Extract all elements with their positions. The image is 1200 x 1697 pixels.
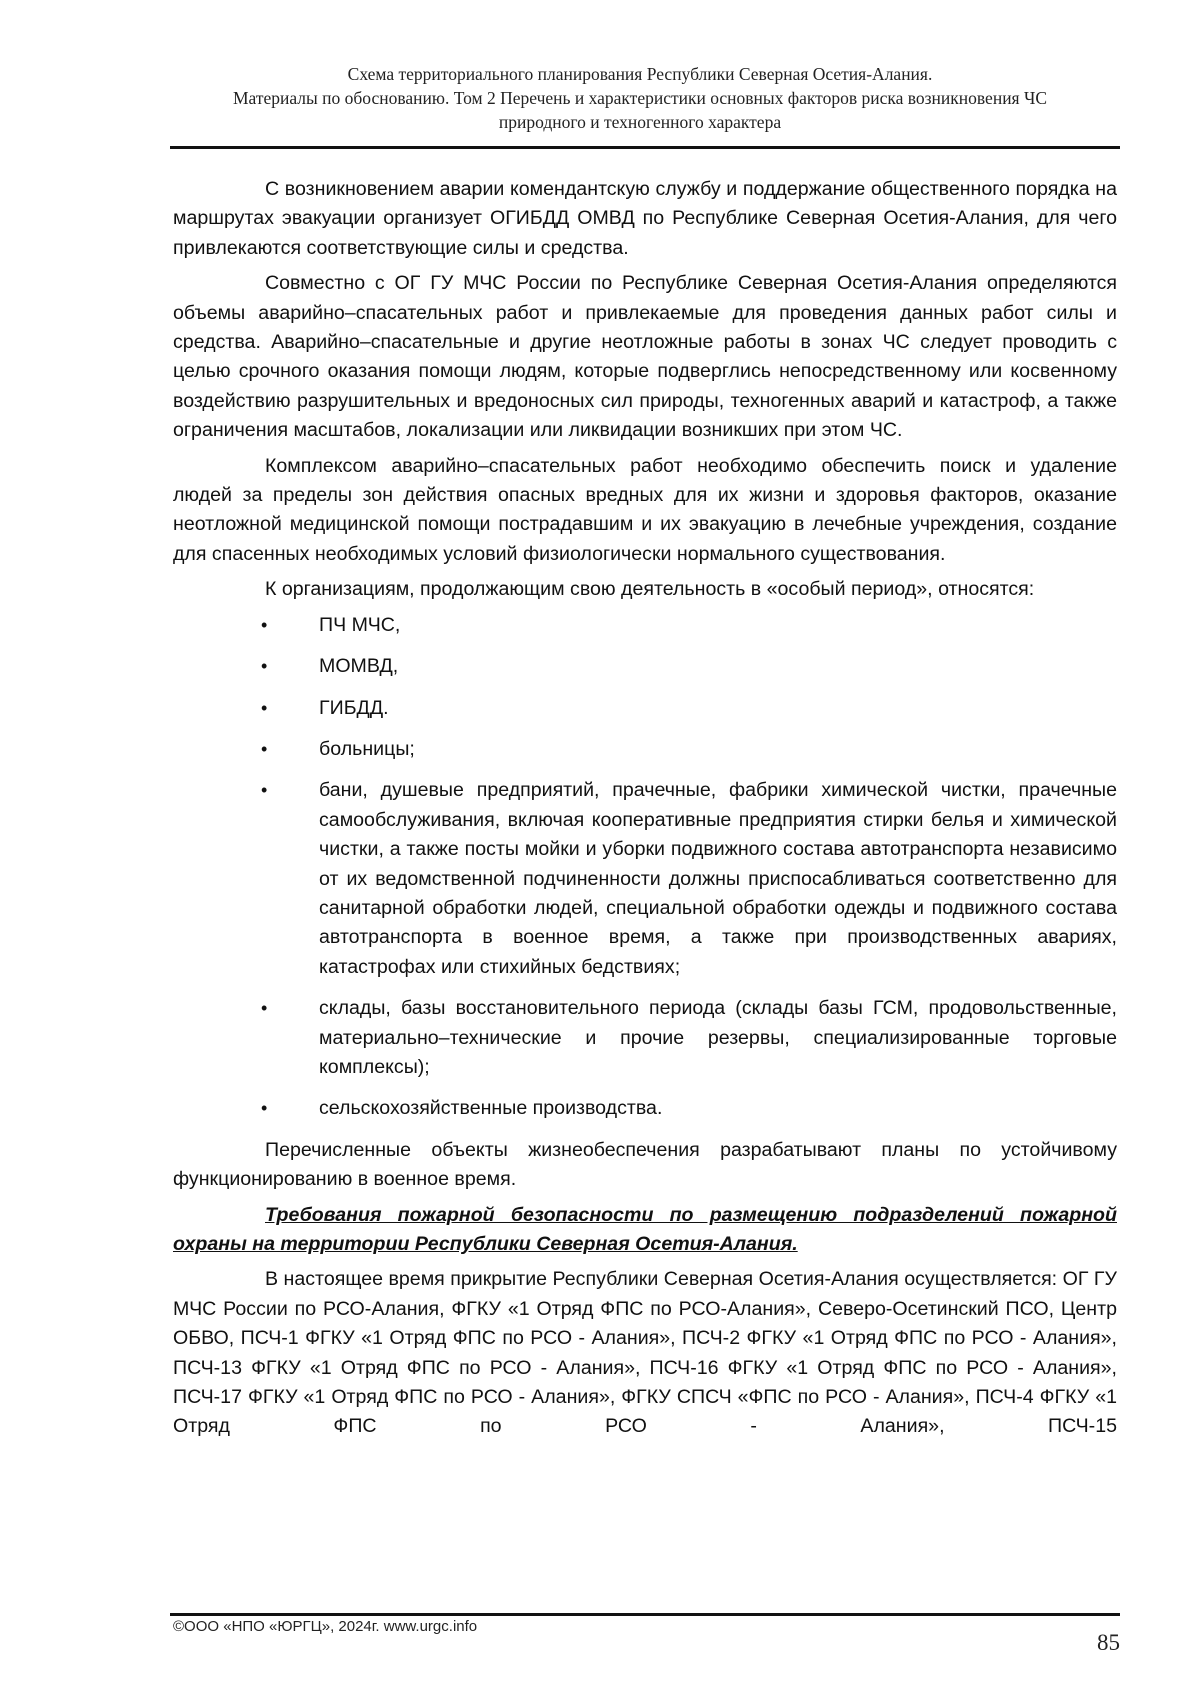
document-body (173, 175, 1117, 1448)
list-item-text: ПЧ МЧС, (319, 613, 401, 636)
list-item (173, 694, 1117, 723)
page-number: 85 (1097, 1630, 1120, 1655)
bullet-icon: • (261, 998, 268, 1019)
paragraph-3: Комплексом аварийно–спасательных работ необходимо обеспечить поиск и удаление людей за пределы зон действия опасных вредных для их жизни и здоровья факторов, оказание неотложной медицинской помощи пострадавшим и их эвакуацию в лечебные учреждения, создание для спасенных необходимых условий физиологически нормального существования. (173, 454, 1117, 565)
bullet-icon: • (261, 697, 268, 718)
paragraph-4: К организациям, продолжающим свою деятельность в «особый период», относятся: (265, 578, 1035, 601)
list-item-text: склады, базы восстановительного периода (склады базы ГСМ, продовольственные, материально–технические и прочие резервы, специализированные торговые комплексы); (319, 997, 1117, 1078)
paragraph-6: В настоящее время прикрытие Республики Северная Осетия-Алания осуществляется: ОГ ГУ МЧС России по РСО-Алания, ФГКУ «1 Отряд ФПС по РСО-Алания», Северо-Осетинский ПСО, Центр ОБВО, ПСЧ-1 ФГКУ «1 Отряд ФПС по РСО - Алания», ПСЧ-2 ФГКУ «1 Отряд ФПС по РСО - Алания», ПСЧ-13 ФГКУ «1 Отряд ФПС по РСО - Алания», ПСЧ-16 ФГКУ «1 Отряд ФПС по РСО - Алания», ПСЧ-17 ФГКУ «1 Отряд ФПС по РСО - Алания», ФГКУ СПСЧ «ФПС по РСО - Алания», ПСЧ-4 ФГКУ «1 Отряд ФПС по РСО - Алания», ПСЧ-15 (173, 1268, 1117, 1438)
bullet-icon: • (261, 780, 268, 801)
list-item (173, 1094, 1117, 1123)
paragraph-2: Совместно с ОГ ГУ МЧС России по Республике Северная Осетия-Алания определяются объемы аварийно–спасательных работ и привлекаемые для проведения данных работ силы и средства. Аварийно–спасательные и другие неотложные работы в зонах ЧС следует проводить с целью срочного оказания помощи людям, которые подверглись непосредственному или косвенному воздействию разрушительных и вредоносных сил природы, техногенных аварий и катастроф, а также ограничения масштабов, локализации или ликвидации возникших при этом ЧС. (173, 272, 1117, 442)
bullet-icon: • (261, 1098, 268, 1119)
list-item-text: бани, душевые предприятий, прачечные, фабрики химической чистки, прачечные самообслуживания, включая кооперативные предприятия стирки белья и химической чистки, а также посты мойки и уборки подвижного состава автотранспорта независимо от их ведомственной подчиненности должны приспосабливаться соответственно для санитарной обработки людей, специальной обработки одежды и подвижного состава автотранспорта в военное время, а также при производственных авариях, катастрофах или стихийных бедствиях; (319, 779, 1117, 978)
list-item-text: больницы; (319, 737, 415, 760)
footer-copyright: ©ООО «НПО «ЮРГЦ», 2024г. www.urgc.info (173, 1618, 478, 1635)
header-rule (170, 146, 1120, 149)
bullet-icon: • (261, 656, 268, 677)
footer-rule (170, 1613, 1120, 1616)
section-heading: Требования пожарной безопасности по размещению подразделений пожарной охраны на территории Республики Северная Осетия-Алания. (173, 1203, 1117, 1255)
list-item (173, 994, 1117, 1082)
header-line-3: природного и техногенного характера (498, 112, 782, 132)
organizations-list (173, 611, 1117, 1124)
paragraph-1: С возникновением аварии комендантскую службу и поддержание общественного порядка на маршрутах эвакуации организует ОГИБДД ОМВД по Республике Северная Осетия-Алания, для чего привлекаются соответствующие силы и средства. (173, 178, 1117, 259)
list-item (173, 652, 1117, 681)
list-item (173, 776, 1117, 982)
paragraph-5: Перечисленные объекты жизнеобеспечения разрабатывают планы по устойчивому функционированию в военное время. (173, 1138, 1117, 1191)
bullet-icon: • (261, 738, 268, 759)
list-item (173, 611, 1117, 640)
header-line-2: Материалы по обоснованию. Том 2 Перечень и характеристики основных факторов риска возникновения ЧС (232, 88, 1048, 108)
list-item (173, 735, 1117, 764)
list-item-text: ГИБДД. (319, 696, 389, 719)
bullet-icon: • (261, 614, 268, 635)
list-item-text: сельскохозяйственные производства. (319, 1097, 663, 1120)
header-line-1: Схема территориального планирования Республики Северная Осетия-Алания. (347, 64, 933, 84)
list-item-text: МОМВД, (319, 655, 399, 678)
